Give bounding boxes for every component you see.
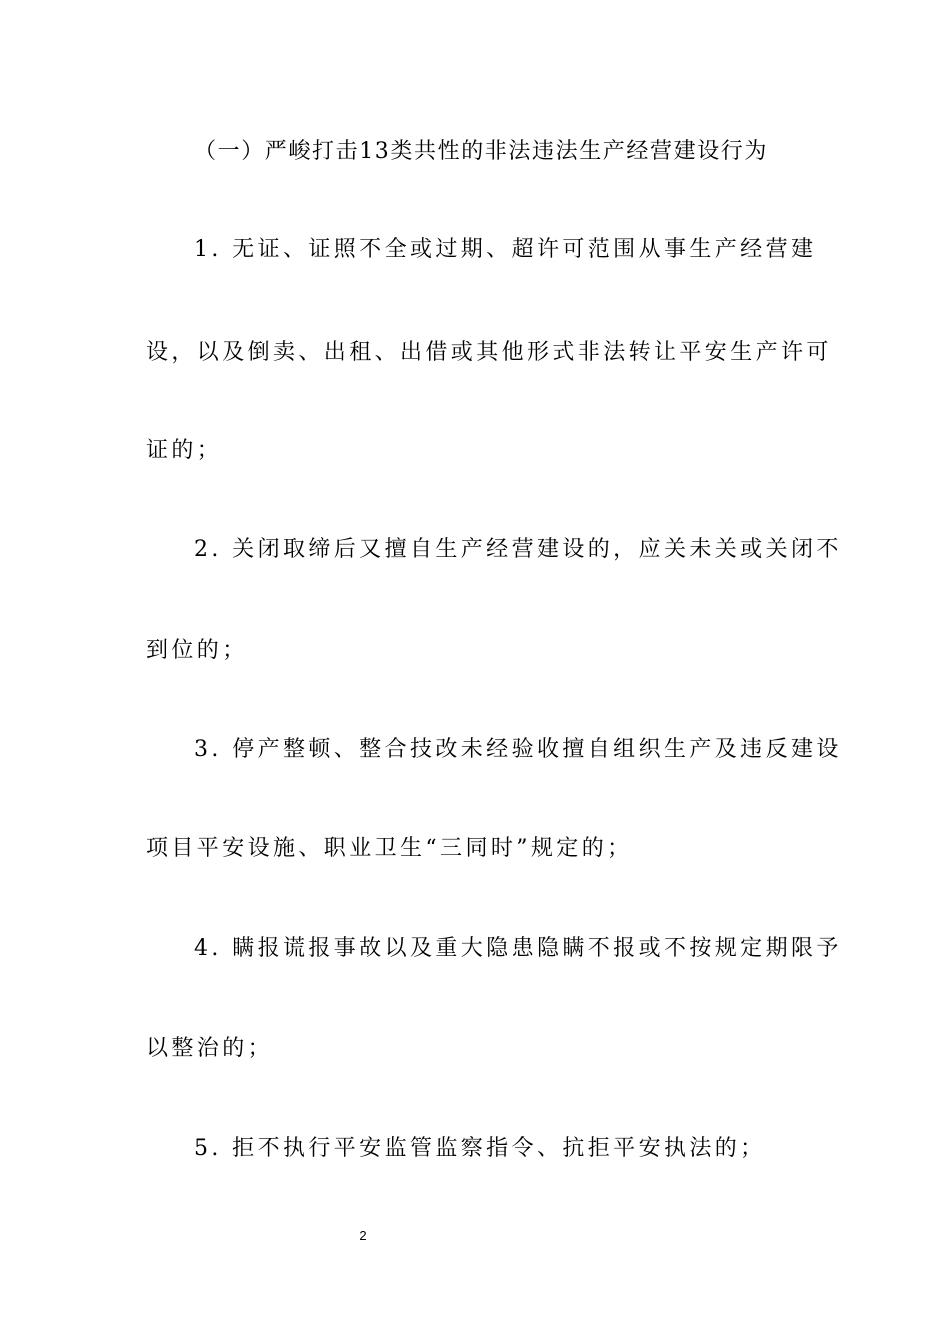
paragraph-line: 到位的； — [146, 638, 248, 663]
paragraph-line: 设，以及倒卖、出租、出借或其他形式非法转让平安生产许可 — [146, 340, 832, 365]
paragraph-line: 证的； — [146, 438, 223, 463]
paragraph-line: 3. 停产整顿、整合技改未经验收擅自组织生产及违反建设 — [194, 737, 842, 762]
paragraph-line: 2. 关闭取缔后又擅自生产经营建设的，应关未关或关闭不 — [194, 537, 842, 562]
paragraph-line: 以整治的； — [146, 1036, 274, 1061]
paragraph-line: 1. 无证、证照不全或过期、超许可范围从事生产经营建 — [194, 237, 817, 262]
section-heading: （一）严峻打击13类共性的非法违法生产经营建设行为 — [194, 139, 768, 164]
paragraph-line: 项目平安设施、职业卫生“三同时”规定的； — [146, 836, 633, 861]
paragraph-line: 5. 拒不执行平安监管监察指令、抗拒平安执法的； — [194, 1136, 766, 1161]
paragraph-line: 4. 瞒报谎报事故以及重大隐患隐瞒不报或不按规定期限予 — [194, 936, 842, 961]
page-number: 2 — [359, 1228, 367, 1243]
